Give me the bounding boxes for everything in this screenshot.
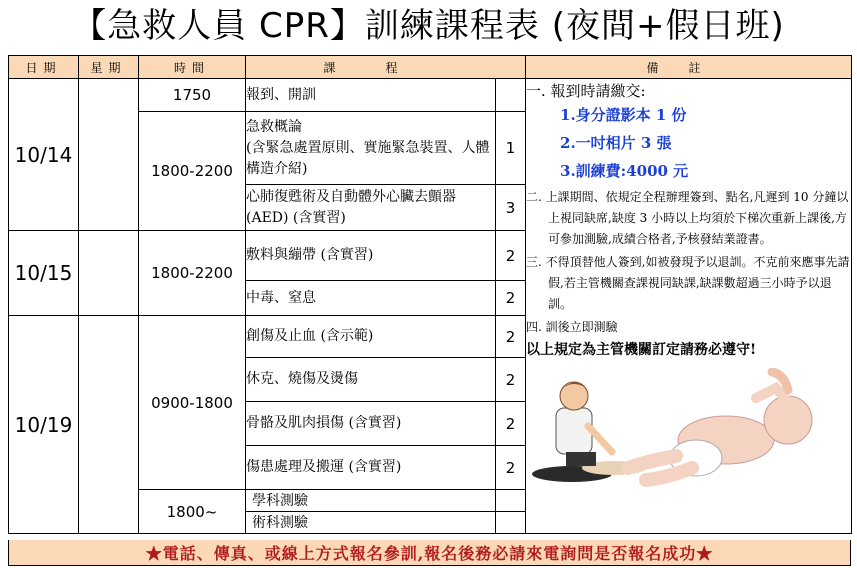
weekday-cell bbox=[79, 79, 139, 231]
time-cell: 1800~ bbox=[139, 490, 246, 534]
notes-item: 2.一吋相片 3 張 bbox=[560, 134, 672, 152]
hours-cell bbox=[496, 490, 526, 512]
date-cell: 10/14 bbox=[9, 79, 79, 231]
notes-cell bbox=[526, 79, 852, 534]
hours-cell bbox=[496, 79, 526, 112]
hours-cell: 2 bbox=[496, 446, 526, 490]
hours-cell: 2 bbox=[496, 358, 526, 402]
weekday-cell bbox=[79, 231, 139, 316]
course-cell: 骨骼及肌肉損傷 (含實習) bbox=[246, 402, 496, 446]
hours-cell: 2 bbox=[496, 402, 526, 446]
course-cell: 中毒、窒息 bbox=[246, 281, 496, 316]
header-notes: 備註 bbox=[526, 56, 852, 79]
notes-item: 3.訓練費:4000 元 bbox=[560, 162, 689, 180]
weekday-cell bbox=[79, 316, 139, 534]
time-cell: 1800-2200 bbox=[139, 231, 246, 316]
hours-cell: 3 bbox=[496, 185, 526, 231]
time-cell: 1800-2200 bbox=[139, 112, 246, 231]
notes-rule-3: 三. 不得頂替他人簽到,如被發現予以退訓。不克前來應事先請假,若主管機關查課視同缺課,缺課數超過三小時予以退訓。 bbox=[526, 255, 850, 311]
schedule-table bbox=[8, 55, 852, 534]
hours-cell: 2 bbox=[496, 281, 526, 316]
course-cell: 傷患處理及搬運 (含實習) bbox=[246, 446, 496, 490]
notes-rule-4: 四. 訓後立即測驗 bbox=[526, 320, 618, 334]
course-cell: 術科測驗 bbox=[246, 512, 496, 534]
header-course: 課程 bbox=[246, 56, 526, 79]
footer-banner: ★電話、傳真、或線上方式報名參訓,報名後務必請來電詢問是否報名成功★ bbox=[8, 540, 851, 566]
hours-cell: 2 bbox=[496, 231, 526, 281]
notes-rule-2: 二. 上課期間、依規定全程辦理簽到、點名,凡遲到 10 分鐘以上視同缺席,缺度 3 小時以上均須於下梯次重新上課後,方可參加測驗,成績合格者,予核發結業證書。 bbox=[526, 190, 849, 246]
hours-cell bbox=[496, 512, 526, 534]
course-cell: 心肺復甦術及自動體外心臟去顫器(AED) (含實習) bbox=[246, 185, 496, 231]
course-cell: 休克、燒傷及燙傷 bbox=[246, 358, 496, 402]
course-cell: 學科測驗 bbox=[246, 490, 496, 512]
time-cell: 0900-1800 bbox=[139, 316, 246, 490]
time-cell: 1750 bbox=[139, 79, 246, 112]
course-cell: 創傷及止血 (含示範) bbox=[246, 316, 496, 358]
cpr-illustration bbox=[526, 368, 851, 488]
hours-cell: 2 bbox=[496, 316, 526, 358]
date-cell: 10/19 bbox=[9, 316, 79, 534]
course-cell: 敷料與繃帶 (含實習) bbox=[246, 231, 496, 281]
header-time: 時間 bbox=[139, 56, 246, 79]
header-row bbox=[9, 56, 852, 79]
notes-warning: 以上規定為主管機關訂定請務必遵守! bbox=[526, 342, 757, 358]
cpr-training-icon bbox=[526, 368, 836, 488]
course-cell: 報到、開訓 bbox=[246, 79, 496, 112]
table-row bbox=[9, 79, 852, 112]
notes-heading: 一. 報到時請繳交: bbox=[526, 82, 646, 100]
hours-cell: 1 bbox=[496, 112, 526, 185]
course-cell: 急救概論 (含緊急處置原則、實施緊急裝置、人體構造介紹) bbox=[246, 112, 496, 185]
notes-item: 1.身分證影本 1 份 bbox=[560, 106, 687, 124]
header-weekday: 星期 bbox=[79, 56, 139, 79]
date-cell: 10/15 bbox=[9, 231, 79, 316]
header-date: 日期 bbox=[9, 56, 79, 79]
page-title: 【急救人員 CPR】訓練課程表 (夜間+假日班) bbox=[72, 6, 785, 46]
